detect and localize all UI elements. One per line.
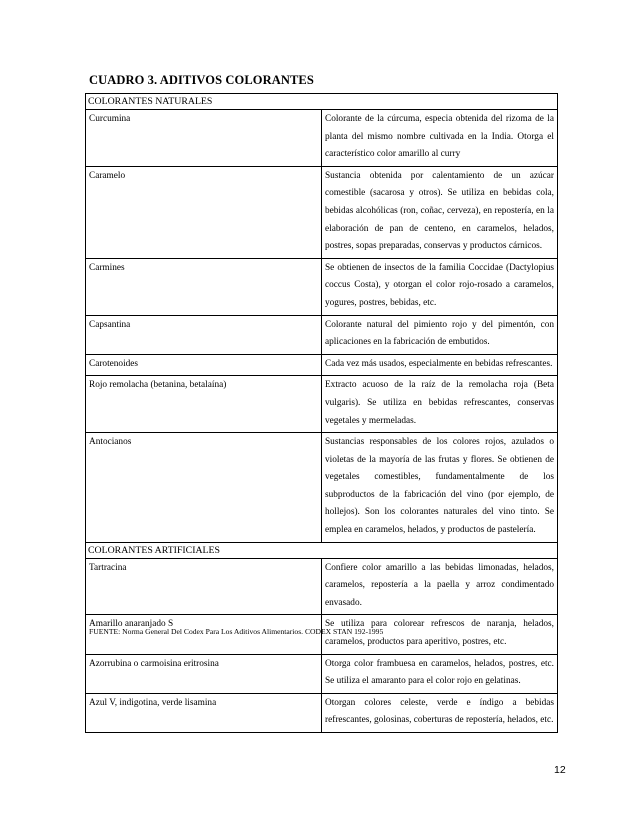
table-row [86,654,558,693]
colorant-name: Azul V, indigotina, verde lisamina [86,693,322,732]
table-row [86,110,558,167]
colorant-description: Extracto acuoso de la raíz de la remolacha roja (Beta vulgaris). Se utiliza en bebidas refrescantes, conservas vegetales y mermeladas. [322,376,558,433]
colorant-description: Se obtienen de insectos de la familia Coccidae (Dactylopius coccus Costa), y otorgan el color rojo-rosado a caramelos, yogures, postres, bebidas, etc. [322,258,558,315]
colorant-name: Carotenoides [86,354,322,376]
colorant-description: Cada vez más usados, especialmente en bebidas refrescantes. [322,354,558,376]
section-header-row [86,542,558,558]
section-header-natural: COLORANTES NATURALES [86,94,558,110]
section-header-artificial: COLORANTES ARTIFICIALES [86,542,558,558]
colorant-name: Rojo remolacha (betanina, betalaína) [86,376,322,433]
colorant-description: Sustancias responsables de los colores rojos, azulados o violetas de la mayoría de las frutas y flores. Se obtienen de vegetales comestibles, fundamentalmente de los subproductos de la fabricación del vino (por ejemplo, de hollejos). Son los colorantes naturales del vino tinto. Se emplea en caramelos, helados, y productos de pastelería. [322,433,558,543]
colorant-name: Tartracina [86,558,322,615]
table-title: CUADRO 3. ADITIVOS COLORANTES [89,73,314,87]
colorant-description: Colorante de la cúrcuma, especia obtenida del rizoma de la planta del mismo nombre cultivada en la India. Otorga el característico color amarillo al curry [322,110,558,167]
colorant-name: Curcumina [86,110,322,167]
colorant-description: Otorga color frambuesa en caramelos, helados, postres, etc. Se utiliza el amaranto para el color rojo en gelatinas. [322,654,558,693]
colorant-description: Colorante natural del pimiento rojo y del pimentón, con aplicaciones en la fabricación de embutidos. [322,315,558,354]
colorant-description: Sustancia obtenida por calentamiento de un azúcar comestible (sacarosa y otros). Se utiliza en bebidas cola, bebidas alcohólicas (ron, coñac, cerveza), en repostería, en la elaboración de pan de centeno, en caramelos, helados, postres, sopas preparadas, conservas y productos cárnicos. [322,166,558,258]
table-row [86,433,558,543]
colorants-table [85,93,558,733]
table-row [86,315,558,354]
colorant-name: Amarillo anaranjado S [86,615,322,654]
colorant-description: Se utiliza para colorear refrescos de naranja, helados, caramelos, productos para aperitivo, postres, etc. [322,615,558,654]
colorant-name: Carmines [86,258,322,315]
table-row [86,258,558,315]
colorant-name: Caramelo [86,166,322,258]
colorant-description: Confiere color amarillo a las bebidas limonadas, helados, caramelos, repostería a la paella y arroz condimentado envasado. [322,558,558,615]
colorant-name: Antocianos [86,433,322,543]
colorant-name: Azorrubina o carmoisina eritrosina [86,654,322,693]
table-row [86,354,558,376]
table-row [86,376,558,433]
colorant-name: Capsantina [86,315,322,354]
page-number: 12 [554,764,566,776]
table-row [86,166,558,258]
colorant-description: Otorgan colores celeste, verde e índigo a bebidas refrescantes, golosinas, coberturas de repostería, helados, etc. [322,693,558,732]
table-row [86,558,558,615]
section-header-row [86,94,558,110]
table-row [86,693,558,732]
source-note: FUENTE: Norma General Del Codex Para Los Aditivos Alimentarios. CODEX STAN 192-1995 [89,627,384,636]
